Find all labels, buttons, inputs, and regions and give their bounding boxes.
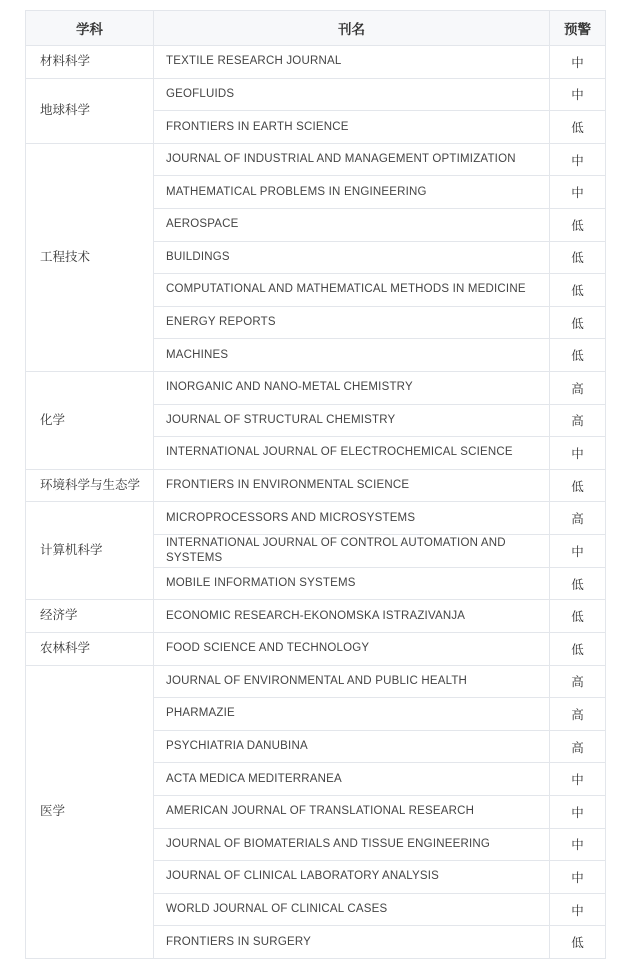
- subject-cell: 化学: [26, 371, 154, 469]
- warning-level-cell: 中: [550, 534, 606, 567]
- journal-name-cell: TEXTILE RESEARCH JOURNAL: [154, 46, 550, 79]
- subject-cell: 经济学: [26, 600, 154, 633]
- warning-level-cell: 低: [550, 111, 606, 144]
- warning-level-cell: 低: [550, 339, 606, 372]
- warning-level-cell: 中: [550, 437, 606, 470]
- warning-level-cell: 低: [550, 600, 606, 633]
- journal-warning-table: [25, 10, 606, 959]
- journal-name-cell: ECONOMIC RESEARCH-EKONOMSKA ISTRAZIVANJA: [154, 600, 550, 633]
- table-row: [26, 143, 606, 176]
- warning-level-cell: 低: [550, 208, 606, 241]
- journal-name-cell: INTERNATIONAL JOURNAL OF CONTROL AUTOMATION AND SYSTEMS: [154, 534, 550, 567]
- journal-name-cell: AMERICAN JOURNAL OF TRANSLATIONAL RESEARCH: [154, 795, 550, 828]
- journal-name-cell: MICROPROCESSORS AND MICROSYSTEMS: [154, 502, 550, 535]
- subject-cell: 医学: [26, 665, 154, 958]
- journal-name-cell: PHARMAZIE: [154, 698, 550, 731]
- journal-name-cell: MOBILE INFORMATION SYSTEMS: [154, 567, 550, 600]
- subject-cell: 材料科学: [26, 46, 154, 79]
- journal-name-cell: BUILDINGS: [154, 241, 550, 274]
- journal-name-cell: MATHEMATICAL PROBLEMS IN ENGINEERING: [154, 176, 550, 209]
- table-row: [26, 78, 606, 111]
- journal-name-cell: ACTA MEDICA MEDITERRANEA: [154, 763, 550, 796]
- warning-level-cell: 低: [550, 469, 606, 502]
- warning-level-cell: 低: [550, 274, 606, 307]
- subject-cell: 计算机科学: [26, 502, 154, 600]
- journal-name-cell: JOURNAL OF ENVIRONMENTAL AND PUBLIC HEALTH: [154, 665, 550, 698]
- warning-level-cell: 高: [550, 730, 606, 763]
- warning-level-cell: 低: [550, 241, 606, 274]
- subject-cell: 工程技术: [26, 143, 154, 371]
- warning-level-cell: 低: [550, 926, 606, 959]
- warning-level-cell: 高: [550, 371, 606, 404]
- journal-name-cell: JOURNAL OF BIOMATERIALS AND TISSUE ENGINEERING: [154, 828, 550, 861]
- column-header-subject: 学科: [26, 11, 154, 46]
- warning-level-cell: 低: [550, 632, 606, 665]
- warning-level-cell: 中: [550, 78, 606, 111]
- journal-name-cell: WORLD JOURNAL OF CLINICAL CASES: [154, 893, 550, 926]
- warning-level-cell: 高: [550, 404, 606, 437]
- subject-cell: 农林科学: [26, 632, 154, 665]
- warning-level-cell: 中: [550, 828, 606, 861]
- table-row: [26, 600, 606, 633]
- warning-level-cell: 低: [550, 306, 606, 339]
- journal-name-cell: AEROSPACE: [154, 208, 550, 241]
- journal-name-cell: ENERGY REPORTS: [154, 306, 550, 339]
- table-row: [26, 502, 606, 535]
- journal-name-cell: COMPUTATIONAL AND MATHEMATICAL METHODS IN MEDICINE: [154, 274, 550, 307]
- warning-level-cell: 中: [550, 861, 606, 894]
- warning-level-cell: 中: [550, 893, 606, 926]
- journal-name-cell: INORGANIC AND NANO-METAL CHEMISTRY: [154, 371, 550, 404]
- journal-name-cell: FOOD SCIENCE AND TECHNOLOGY: [154, 632, 550, 665]
- warning-level-cell: 中: [550, 176, 606, 209]
- journal-name-cell: FRONTIERS IN ENVIRONMENTAL SCIENCE: [154, 469, 550, 502]
- journal-name-cell: JOURNAL OF CLINICAL LABORATORY ANALYSIS: [154, 861, 550, 894]
- warning-level-cell: 中: [550, 46, 606, 79]
- journal-name-cell: JOURNAL OF INDUSTRIAL AND MANAGEMENT OPTIMIZATION: [154, 143, 550, 176]
- journal-name-cell: PSYCHIATRIA DANUBINA: [154, 730, 550, 763]
- warning-level-cell: 中: [550, 143, 606, 176]
- table-row: [26, 665, 606, 698]
- journal-name-cell: JOURNAL OF STRUCTURAL CHEMISTRY: [154, 404, 550, 437]
- table-row: [26, 632, 606, 665]
- warning-level-cell: 中: [550, 795, 606, 828]
- table-header-row: [26, 11, 606, 46]
- warning-level-cell: 低: [550, 567, 606, 600]
- journal-name-cell: MACHINES: [154, 339, 550, 372]
- warning-level-cell: 高: [550, 502, 606, 535]
- journal-name-cell: INTERNATIONAL JOURNAL OF ELECTROCHEMICAL SCIENCE: [154, 437, 550, 470]
- table-header: [26, 11, 606, 46]
- journal-name-cell: GEOFLUIDS: [154, 78, 550, 111]
- subject-cell: 环境科学与生态学: [26, 469, 154, 502]
- table-row: [26, 46, 606, 79]
- warning-level-cell: 高: [550, 698, 606, 731]
- warning-level-cell: 中: [550, 763, 606, 796]
- warning-level-cell: 高: [550, 665, 606, 698]
- table-row: [26, 371, 606, 404]
- journal-name-cell: FRONTIERS IN SURGERY: [154, 926, 550, 959]
- journal-name-cell: FRONTIERS IN EARTH SCIENCE: [154, 111, 550, 144]
- subject-cell: 地球科学: [26, 78, 154, 143]
- table-row: [26, 469, 606, 502]
- table-body: [26, 46, 606, 959]
- column-header-warning: 预警: [550, 11, 606, 46]
- column-header-journal: 刊名: [154, 11, 550, 46]
